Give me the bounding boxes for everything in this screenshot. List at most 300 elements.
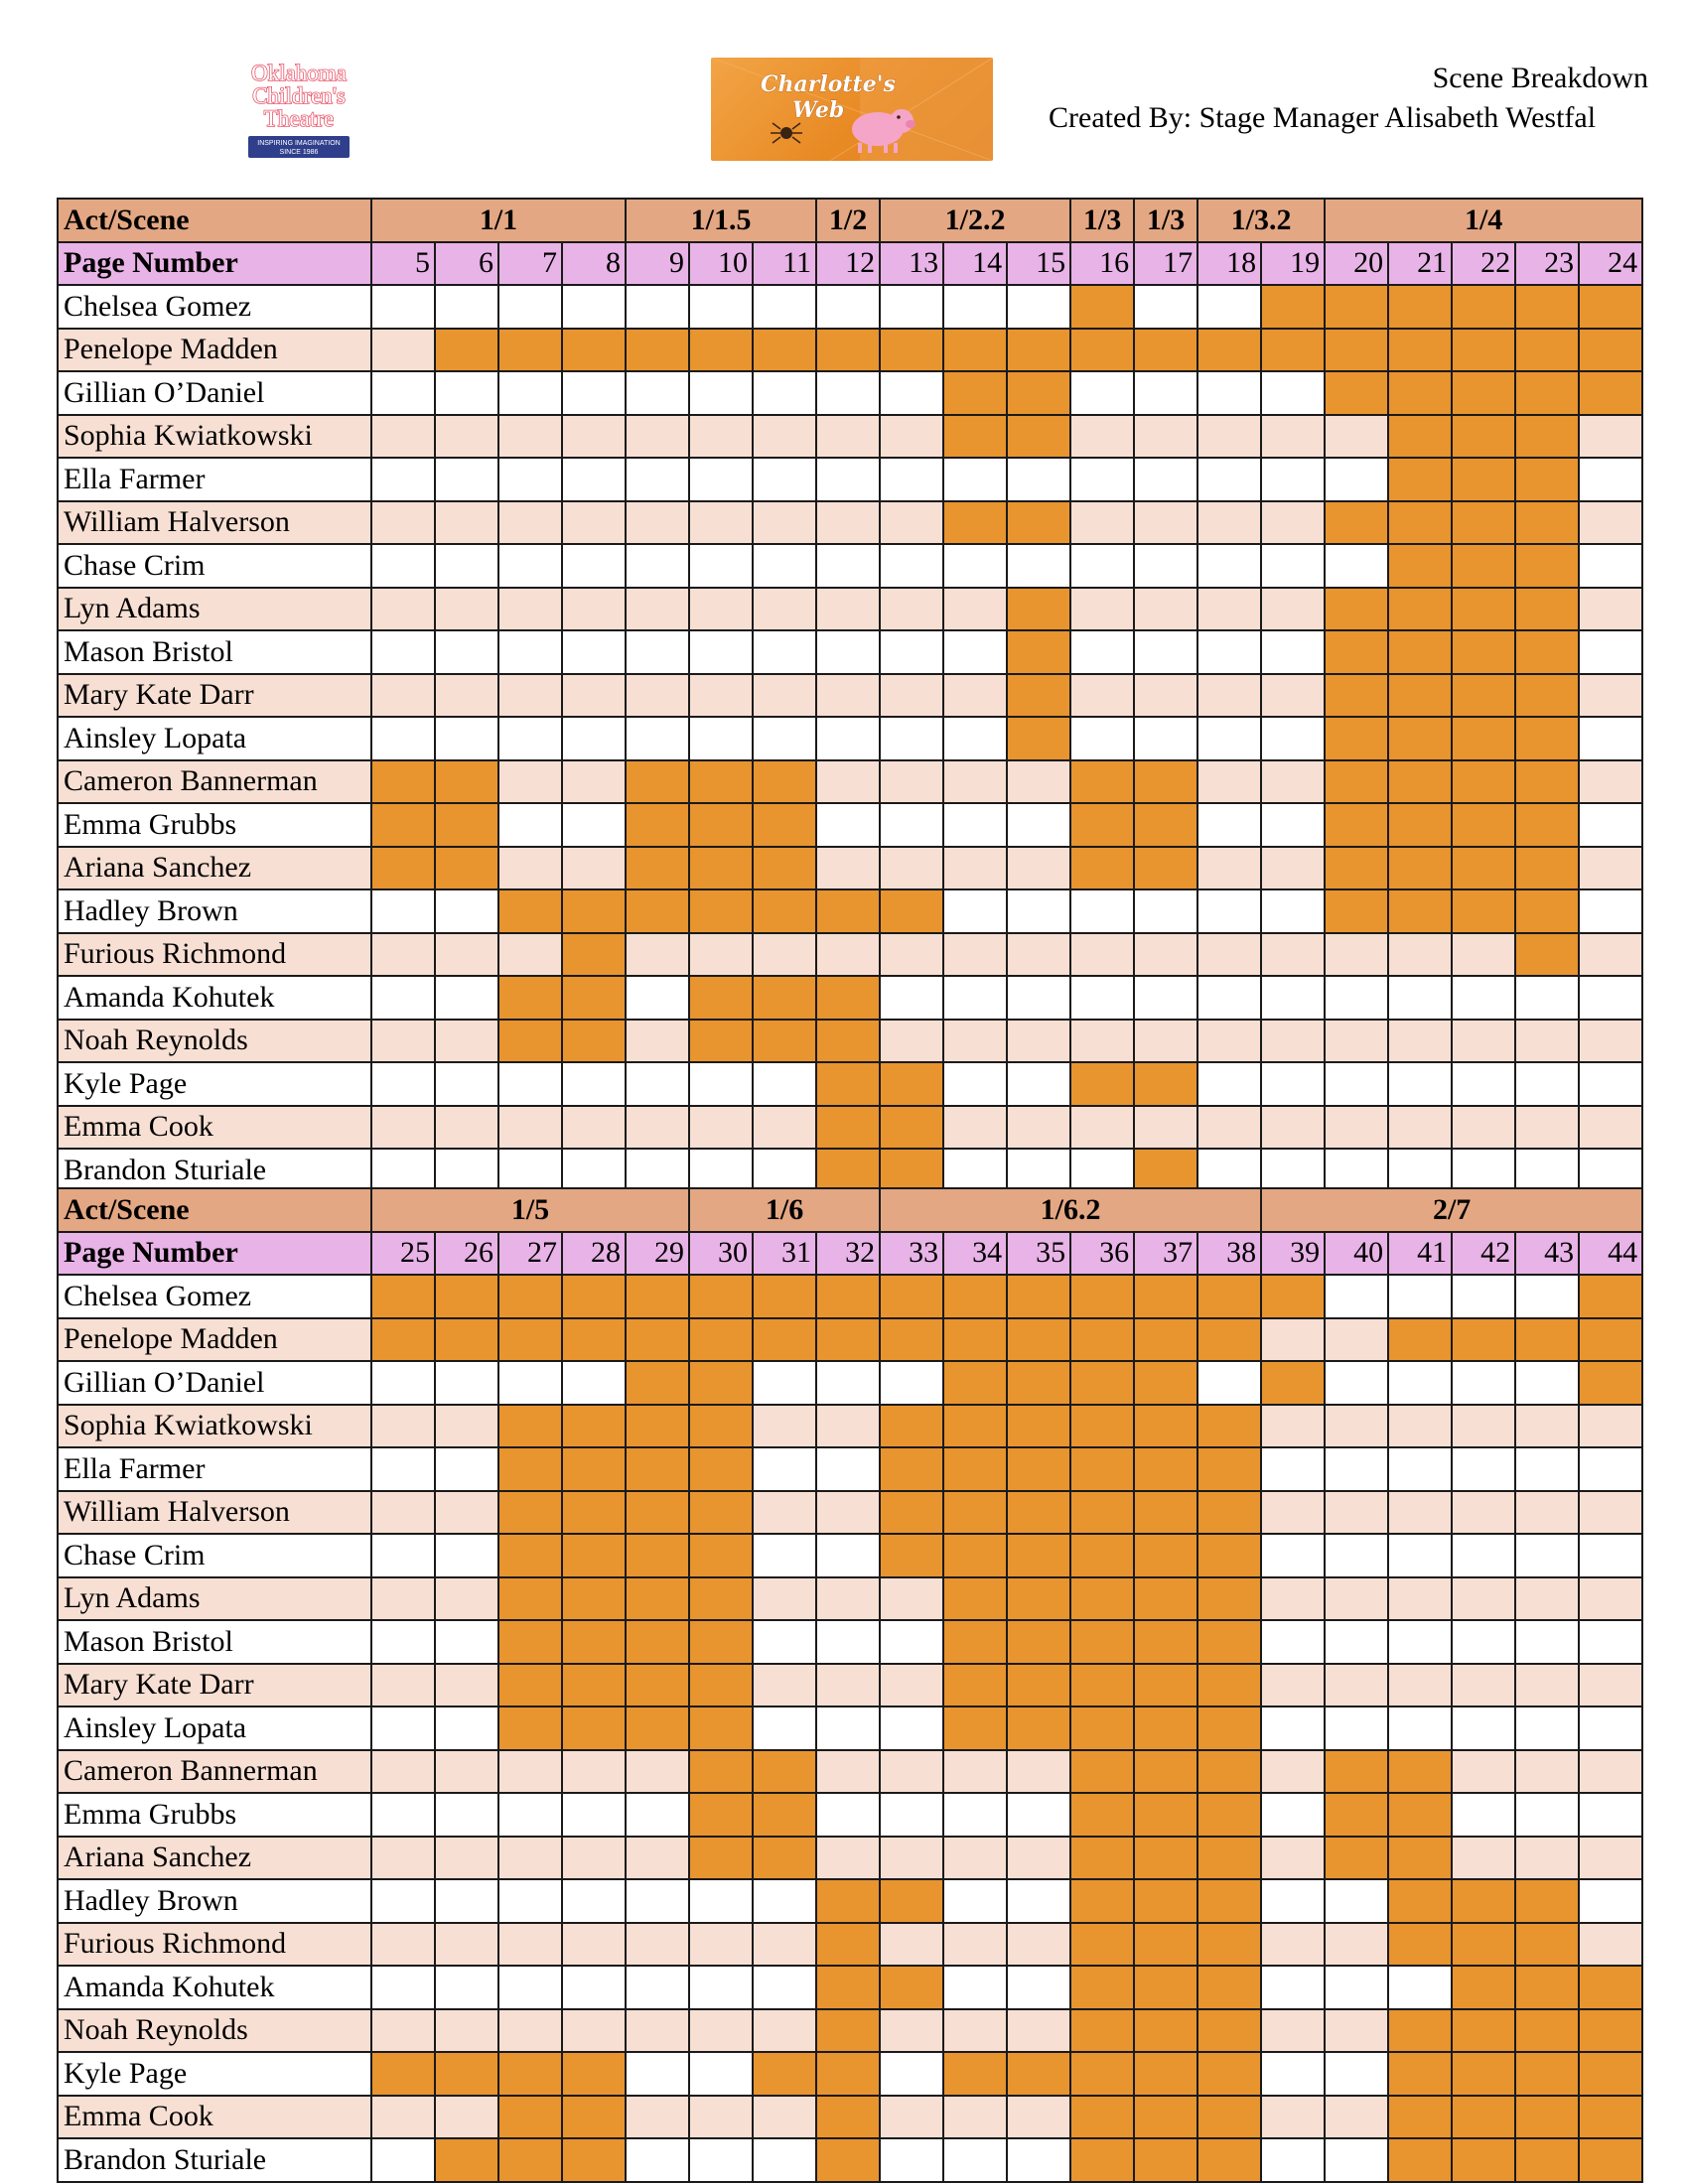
scene-cell [943, 1750, 1007, 1794]
scene-cell [1007, 1447, 1070, 1491]
scene-cell [1197, 415, 1261, 459]
page-number-cell: 8 [562, 242, 626, 286]
scene-cell [1134, 630, 1197, 674]
scene-cell [816, 1577, 880, 1621]
cast-row [58, 803, 1642, 847]
scene-cell [753, 1577, 816, 1621]
scene-cell [1261, 415, 1325, 459]
spider-icon [771, 123, 802, 143]
scene-cell [1579, 1318, 1642, 1362]
scene-cell [562, 1020, 626, 1063]
page-number-cell: 23 [1515, 242, 1579, 286]
scene-cell [1452, 544, 1515, 588]
scene-cell [498, 1664, 562, 1707]
scene-cell [943, 458, 1007, 501]
scene-cell [753, 2052, 816, 2096]
scene-cell [1261, 1361, 1325, 1405]
scene-cell [371, 1447, 435, 1491]
scene-cell [1388, 501, 1452, 545]
scene-cell [1197, 2096, 1261, 2139]
scene-cell [626, 329, 689, 372]
scene-cell [1388, 1275, 1452, 1318]
scene-cell [1388, 371, 1452, 415]
scene-cell [1325, 1149, 1388, 1192]
scene-cell [943, 1534, 1007, 1577]
scene-cell [943, 933, 1007, 977]
scene-cell [562, 1706, 626, 1750]
scene-cell [1515, 458, 1579, 501]
scene-cell [689, 1106, 753, 1150]
scene-cell [689, 1534, 753, 1577]
scene-cell [816, 1491, 880, 1535]
scene-cell [1452, 1620, 1515, 1664]
scene-cell [1325, 501, 1388, 545]
scene-cell [562, 1577, 626, 1621]
cast-name: Amanda Kohutek [58, 1966, 371, 2009]
page-number-cell: 32 [816, 1232, 880, 1276]
scene-cell [371, 1275, 435, 1318]
scene-cell [1007, 1361, 1070, 1405]
cast-row [58, 2052, 1642, 2096]
scene-cell [562, 1534, 626, 1577]
scene-cell [1579, 2009, 1642, 2053]
scene-cell [1515, 1106, 1579, 1150]
scene-cell [1197, 889, 1261, 933]
scene-cell [1070, 1318, 1134, 1362]
scene-cell [1388, 717, 1452, 760]
logo-title-2: Web [792, 97, 845, 123]
scene-cell [498, 1447, 562, 1491]
scene-cell [1388, 1020, 1452, 1063]
page-number-cell: 9 [626, 242, 689, 286]
act-scene-row [58, 199, 1642, 242]
scene-cell [1261, 2096, 1325, 2139]
cast-row [58, 1106, 1642, 1150]
scene-cell [1134, 760, 1197, 804]
cast-row [58, 1405, 1642, 1448]
page-number-cell: 41 [1388, 1232, 1452, 1276]
scene-cell [1007, 760, 1070, 804]
scene-cell [1261, 1664, 1325, 1707]
cast-row [58, 1620, 1642, 1664]
scene-cell [562, 1405, 626, 1448]
scene-cell [626, 2009, 689, 2053]
scene-cell [689, 1447, 753, 1491]
scene-cell [689, 630, 753, 674]
scene-cell [626, 1447, 689, 1491]
cast-row [58, 544, 1642, 588]
scene-cell [1070, 1620, 1134, 1664]
scene-cell [1452, 1923, 1515, 1967]
scene-cell [1388, 1664, 1452, 1707]
scene-cell [1325, 1106, 1388, 1150]
scene-cell [626, 1149, 689, 1192]
scene-cell [626, 1879, 689, 1923]
scene-cell [1007, 1837, 1070, 1880]
scene-cell [1197, 1275, 1261, 1318]
scene-cell [753, 847, 816, 890]
page-number-cell: 42 [1452, 1232, 1515, 1276]
scene-cell [689, 1879, 753, 1923]
scene-cell [1070, 2052, 1134, 2096]
scene-cell [1197, 760, 1261, 804]
scene-cell [1197, 803, 1261, 847]
scene-cell [1579, 1966, 1642, 2009]
cast-row [58, 415, 1642, 459]
scene-cell [562, 630, 626, 674]
scene-cell [1261, 1020, 1325, 1063]
scene-cell [689, 501, 753, 545]
scene-cell [626, 847, 689, 890]
scene-cell [1070, 1062, 1134, 1106]
scene-header: 1/6.2 [880, 1188, 1261, 1232]
scene-cell [498, 1534, 562, 1577]
scene-cell [1388, 976, 1452, 1020]
scene-cell [562, 588, 626, 631]
scene-cell [1261, 803, 1325, 847]
scene-cell [1515, 1275, 1579, 1318]
scene-cell [1197, 329, 1261, 372]
scene-cell [943, 1923, 1007, 1967]
scene-cell [1388, 1106, 1452, 1150]
scene-cell [371, 803, 435, 847]
scene-cell [1197, 371, 1261, 415]
scene-cell [1388, 1405, 1452, 1448]
scene-cell [1134, 976, 1197, 1020]
scene-cell [1452, 415, 1515, 459]
cast-name: Sophia Kwiatkowski [58, 1405, 371, 1448]
scene-cell [880, 1491, 943, 1535]
scene-cell [435, 1275, 498, 1318]
scene-cell [498, 1837, 562, 1880]
scene-cell [1007, 501, 1070, 545]
scene-cell [816, 2009, 880, 2053]
page-number-cell: 36 [1070, 1232, 1134, 1276]
cast-name: Chase Crim [58, 544, 371, 588]
scene-cell [1261, 717, 1325, 760]
scene-cell [1388, 889, 1452, 933]
scene-cell [626, 674, 689, 718]
scene-cell [816, 1318, 880, 1362]
scene-cell [498, 803, 562, 847]
scene-cell [689, 1405, 753, 1448]
scene-cell [1007, 1318, 1070, 1362]
cast-row [58, 1966, 1642, 2009]
scene-cell [562, 1275, 626, 1318]
scene-cell [943, 1664, 1007, 1707]
scene-cell [753, 1491, 816, 1535]
cast-name: Ainsley Lopata [58, 717, 371, 760]
scene-cell [1579, 329, 1642, 372]
scene-cell [1134, 1020, 1197, 1063]
scene-cell [689, 544, 753, 588]
scene-cell [371, 458, 435, 501]
scene-cell [1515, 2052, 1579, 2096]
scene-cell [1515, 1405, 1579, 1448]
scene-cell [435, 1577, 498, 1621]
cast-row [58, 1149, 1642, 1192]
scene-cell [1261, 329, 1325, 372]
scene-cell [880, 933, 943, 977]
scene-cell [1515, 889, 1579, 933]
scene-cell [1070, 1837, 1134, 1880]
scene-cell [689, 1361, 753, 1405]
scene-cell [371, 674, 435, 718]
scene-cell [435, 1405, 498, 1448]
scene-cell [626, 415, 689, 459]
scene-cell [1070, 2096, 1134, 2139]
cast-row [58, 1577, 1642, 1621]
scene-cell [562, 1837, 626, 1880]
page-number-label: Page Number [58, 1232, 371, 1276]
scene-header: 1/1 [371, 199, 626, 242]
scene-cell [1197, 1534, 1261, 1577]
scene-cell [1452, 889, 1515, 933]
cast-name: Emma Cook [58, 2096, 371, 2139]
scene-cell [371, 2052, 435, 2096]
scene-cell [1388, 674, 1452, 718]
scene-cell [1007, 674, 1070, 718]
cast-row [58, 674, 1642, 718]
scene-cell [498, 976, 562, 1020]
scene-cell [1452, 630, 1515, 674]
scene-cell [1261, 458, 1325, 501]
scene-cell [880, 1706, 943, 1750]
scene-header: 2/7 [1261, 1188, 1642, 1232]
scene-cell [1070, 1879, 1134, 1923]
scene-cell [1388, 2052, 1452, 2096]
page-number-cell: 14 [943, 242, 1007, 286]
scene-cell [1515, 717, 1579, 760]
page-number-cell: 15 [1007, 242, 1070, 286]
scene-cell [626, 501, 689, 545]
scene-cell [880, 630, 943, 674]
scene-cell [943, 415, 1007, 459]
scene-cell [435, 1062, 498, 1106]
scene-cell [689, 1793, 753, 1837]
scene-cell [562, 1879, 626, 1923]
scene-cell [1388, 1837, 1452, 1880]
scene-cell [1134, 847, 1197, 890]
page-number-cell: 44 [1579, 1232, 1642, 1276]
scene-cell [498, 1793, 562, 1837]
cast-row [58, 1879, 1642, 1923]
scene-cell [626, 2096, 689, 2139]
cast-row [58, 1837, 1642, 1880]
scene-cell [880, 1275, 943, 1318]
scene-cell [371, 1966, 435, 2009]
scene-cell [371, 1405, 435, 1448]
scene-cell [1197, 630, 1261, 674]
scene-cell [1007, 544, 1070, 588]
scene-cell [435, 1966, 498, 2009]
scene-cell [1070, 371, 1134, 415]
scene-cell [753, 1106, 816, 1150]
scene-cell [435, 1361, 498, 1405]
scene-cell [1070, 2138, 1134, 2182]
scene-cell [1515, 588, 1579, 631]
scene-cell [880, 674, 943, 718]
scene-cell [689, 717, 753, 760]
scene-cell [880, 976, 943, 1020]
scene-cell [689, 1577, 753, 1621]
page-number-cell: 24 [1579, 242, 1642, 286]
scene-cell [1325, 1923, 1388, 1967]
scene-header: 1/1.5 [626, 199, 816, 242]
page-number-cell: 22 [1452, 242, 1515, 286]
cast-name: Noah Reynolds [58, 1020, 371, 1063]
scene-cell [1261, 1275, 1325, 1318]
cast-name: Brandon Sturiale [58, 1149, 371, 1192]
scene-cell [753, 889, 816, 933]
scene-cell [1007, 1793, 1070, 1837]
scene-cell [1452, 1275, 1515, 1318]
scene-cell [1325, 1275, 1388, 1318]
scene-cell [880, 1879, 943, 1923]
scene-cell [626, 1534, 689, 1577]
cast-name: Amanda Kohutek [58, 976, 371, 1020]
scene-cell [689, 1923, 753, 1967]
scene-cell [1134, 1706, 1197, 1750]
scene-header: 1/3.2 [1197, 199, 1325, 242]
scene-cell [626, 2052, 689, 2096]
scene-cell [1070, 1706, 1134, 1750]
scene-cell [1325, 760, 1388, 804]
scene-table-2 [57, 1187, 1643, 2183]
scene-cell [1388, 1879, 1452, 1923]
scene-cell [371, 933, 435, 977]
scene-cell [1579, 1577, 1642, 1621]
scene-cell [880, 803, 943, 847]
scene-cell [1007, 1966, 1070, 2009]
scene-cell [498, 329, 562, 372]
scene-cell [1070, 889, 1134, 933]
scene-cell [1070, 1149, 1134, 1192]
scene-header: 1/4 [1325, 199, 1642, 242]
scene-cell [1579, 803, 1642, 847]
scene-cell [1325, 674, 1388, 718]
scene-cell [1261, 1534, 1325, 1577]
scene-cell [816, 1923, 880, 1967]
page-number-cell: 13 [880, 242, 943, 286]
scene-cell [1452, 717, 1515, 760]
scene-cell [816, 847, 880, 890]
scene-cell [1197, 1706, 1261, 1750]
scene-cell [562, 2052, 626, 2096]
scene-cell [943, 847, 1007, 890]
scene-cell [880, 415, 943, 459]
scene-cell [1388, 1534, 1452, 1577]
page-number-cell: 40 [1325, 1232, 1388, 1276]
scene-cell [1070, 1923, 1134, 1967]
scene-cell [1452, 1534, 1515, 1577]
scene-cell [1070, 1106, 1134, 1150]
scene-cell [1070, 760, 1134, 804]
scene-cell [435, 285, 498, 329]
page-number-cell: 39 [1261, 1232, 1325, 1276]
scene-cell [498, 1062, 562, 1106]
scene-cell [880, 1793, 943, 1837]
scene-cell [1515, 544, 1579, 588]
scene-cell [816, 630, 880, 674]
scene-cell [1388, 2096, 1452, 2139]
scene-cell [562, 1793, 626, 1837]
scene-cell [1070, 544, 1134, 588]
scene-cell [1134, 458, 1197, 501]
scene-cell [1452, 501, 1515, 545]
scene-cell [1325, 1318, 1388, 1362]
scene-cell [1134, 1318, 1197, 1362]
scene-cell [562, 760, 626, 804]
scene-cell [371, 1020, 435, 1063]
scene-cell [1070, 1447, 1134, 1491]
cast-name: Lyn Adams [58, 588, 371, 631]
scene-cell [371, 588, 435, 631]
scene-cell [498, 2009, 562, 2053]
scene-cell [435, 415, 498, 459]
cast-name: Emma Grubbs [58, 803, 371, 847]
scene-cell [371, 285, 435, 329]
scene-cell [1197, 2138, 1261, 2182]
scene-cell [1197, 1793, 1261, 1837]
cast-row [58, 285, 1642, 329]
scene-cell [562, 285, 626, 329]
scene-cell [371, 760, 435, 804]
scene-cell [371, 1361, 435, 1405]
scene-cell [1261, 285, 1325, 329]
scene-cell [1007, 371, 1070, 415]
scene-cell [1515, 976, 1579, 1020]
page-number-cell: 6 [435, 242, 498, 286]
scene-cell [943, 1879, 1007, 1923]
scene-cell [943, 1837, 1007, 1880]
scene-cell [1579, 1020, 1642, 1063]
scene-cell [1007, 1706, 1070, 1750]
scene-cell [1007, 933, 1070, 977]
cast-row [58, 976, 1642, 1020]
scene-cell [1197, 1837, 1261, 1880]
scene-cell [689, 371, 753, 415]
cast-name: William Halverson [58, 1491, 371, 1535]
scene-cell [943, 717, 1007, 760]
scene-cell [689, 1706, 753, 1750]
scene-cell [1261, 588, 1325, 631]
scene-cell [435, 329, 498, 372]
scene-cell [371, 371, 435, 415]
cast-row [58, 1664, 1642, 1707]
scene-cell [1007, 1664, 1070, 1707]
scene-cell [371, 717, 435, 760]
scene-cell [1452, 674, 1515, 718]
page-number-cell: 21 [1388, 242, 1452, 286]
scene-cell [1388, 2009, 1452, 2053]
scene-cell [816, 1062, 880, 1106]
scene-cell [1515, 760, 1579, 804]
scene-cell [1452, 803, 1515, 847]
scene-cell [435, 1620, 498, 1664]
scene-cell [1452, 1405, 1515, 1448]
scene-cell [1197, 1491, 1261, 1535]
scene-cell [1579, 371, 1642, 415]
scene-cell [1070, 1793, 1134, 1837]
scene-cell [435, 1491, 498, 1535]
scene-cell [1579, 1664, 1642, 1707]
scene-cell [1515, 1879, 1579, 1923]
scene-cell [371, 1923, 435, 1967]
scene-cell [1388, 1149, 1452, 1192]
scene-cell [1261, 1706, 1325, 1750]
scene-cell [1261, 2138, 1325, 2182]
